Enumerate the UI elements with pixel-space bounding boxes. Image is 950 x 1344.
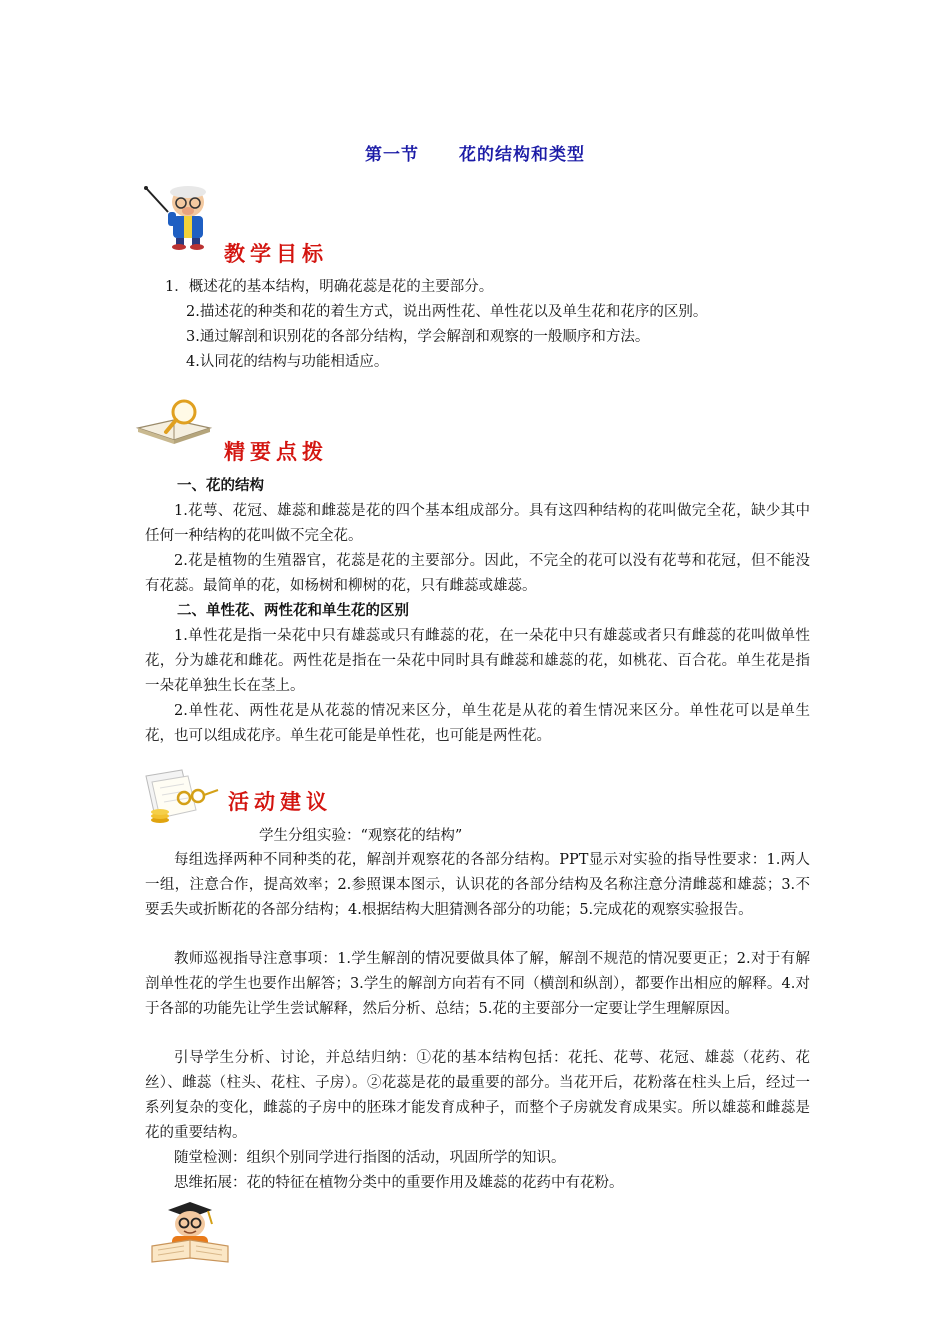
- key-points-heading: 精要点拨: [224, 440, 328, 464]
- activities-paragraph-1: 每组选择两种不同种类的花，解剖并观察花的各部分结构。PPT显示对实验的指导性要求：1.两人一组，注意合作，提高效率；2.参照课本图示，认识花的各部分结构及名称注意分清雌蕊和雄蕊；3.不要丢失或折断花的各部分结构；4.根据结构大胆猜测各部分的功能；5.完成花的观察实验报告。: [145, 852, 810, 918]
- objectives-heading: 教学目标: [224, 242, 328, 266]
- activities-paragraph-5: 思维拓展：花的特征在植物分类中的重要作用及雄蕊的花药中有花粉。: [174, 1175, 624, 1191]
- papers-glasses-icon: [138, 768, 224, 828]
- objective-2: 2.描述花的种类和花的着生方式，说出两性花、单性花以及单生花和花序的区别。: [186, 304, 708, 320]
- title-part2: 花的结构和类型: [459, 145, 585, 165]
- book-magnifier-icon: [134, 398, 218, 450]
- activities-paragraph-3: 引导学生分析、讨论，并总结归纳：①花的基本结构包括：花托、花萼、花冠、雄蕊（花药、花丝）、雌蕊（柱头、花柱、子房）。②花蕊是花的最重要的部分。当花开后，花粉落在柱头上后，经过一系列复杂的变化，雌蕊的子房中的胚珠才能发育成种子，而整个子房就发育成果实。所以雄蕊和雌蕊是花的重要结构。: [145, 1050, 810, 1141]
- objective-3: 3.通过解剖和识别花的各部分结构，学会解剖和观察的一般顺序和方法。: [186, 329, 650, 345]
- key-paragraph-2: 2.花是植物的生殖器官，花蕊是花的主要部分。因此，不完全的花可以没有花萼和花冠，但不能没有花蕊。最简单的花，如杨树和柳树的花，只有雌蕊或雄蕊。: [145, 553, 810, 594]
- objective-4: 4.认同花的结构与功能相适应。: [186, 354, 389, 370]
- activities-heading: 活动建议: [228, 790, 332, 814]
- key-paragraph-1: 1.花萼、花冠、雄蕊和雌蕊是花的四个基本组成部分。具有这四种结构的花叫做完全花，缺少其中任何一种结构的花叫做不完全花。: [145, 503, 810, 544]
- reading-scholar-icon: [146, 1200, 232, 1268]
- activities-paragraph-4: 随堂检测：组织个别同学进行指图的活动，巩固所学的知识。: [174, 1150, 566, 1166]
- key-subheading-2: 二、单性花、两性花和单生花的区别: [177, 603, 409, 619]
- key-paragraph-3: 1.单性花是指一朵花中只有雄蕊或只有雌蕊的花，在一朵花中只有雄蕊或者只有雌蕊的花叫做单性花，分为雄花和雌花。两性花是指在一朵花中同时具有雌蕊和雄蕊的花，如桃花、百合花。单生花是指一朵花单独生长在茎上。: [145, 628, 810, 694]
- key-paragraph-4: 2.单性花、两性花是从花蕊的情况来区分，单生花是从花的着生情况来区分。单性花可以是单生花，也可以组成花序。单生花可能是单性花，也可能是两性花。: [145, 703, 810, 744]
- page-title: [0, 140, 950, 165]
- activities-paragraph-2: 教师巡视指导注意事项：1.学生解剖的情况要做具体了解，解剖不规范的情况要更正；2.对于有解剖单性花的学生也要作出解答；3.学生的解剖方向若有不同（横剖和纵剖），都要作出相应的解释。4.对于各部的功能先让学生尝试解释，然后分析、总结；5.花的主要部分一定要让学生理解原因。: [145, 951, 810, 1017]
- title-part1: 第一节: [365, 145, 419, 165]
- activities-intro: 学生分组实验：“观察花的结构”: [259, 828, 463, 844]
- objective-1: 1．概述花的基本结构，明确花蕊是花的主要部分。: [165, 279, 494, 295]
- key-subheading-1: 一、花的结构: [177, 478, 264, 494]
- teacher-pointer-icon: [138, 184, 220, 250]
